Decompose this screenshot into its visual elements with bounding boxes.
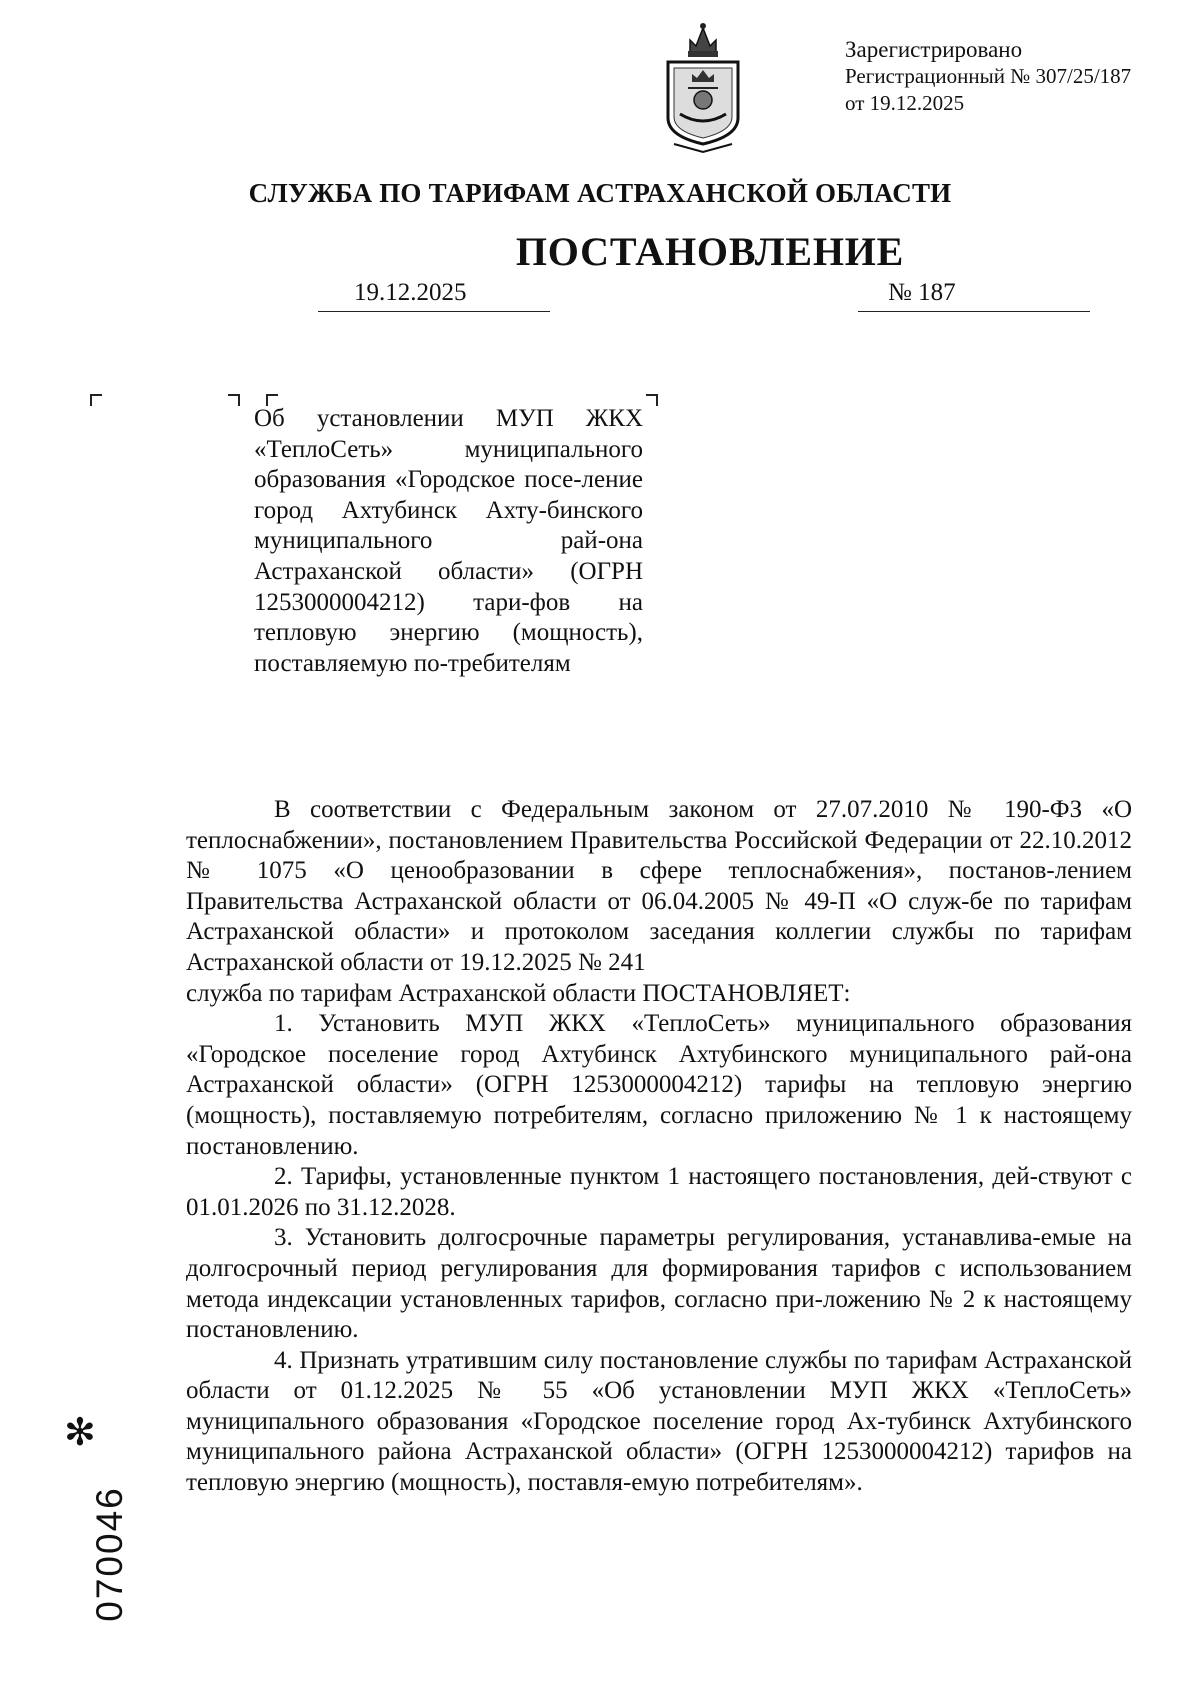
registration-title: Зарегистрировано (845, 37, 1023, 62)
resolution-item-1: 1. Установить МУП ЖКХ «ТеплоСеть» муниципального образования «Городское поселение город Ахтубинск Ахтубинского муниципального рай-она Астраханской области» (ОГРН 1253000004212) тарифы на тепловую энергию (мощность), поставляемую потребителям, согласно приложению № 1 к настоящему постановлению. (186, 1010, 1132, 1160)
resolution-item-3: 3. Установить долгосрочные параметры регулирования, устанавлива-емые на долгосрочный период регулирования для формирования тарифов с использованием метода индексации установленных тарифов, согласно при-ложению № 2 к настоящему постановлению. (186, 1224, 1132, 1344)
coat-of-arms-emblem (660, 18, 746, 154)
document-body (186, 795, 1132, 1499)
registration-stamp (845, 36, 1131, 117)
document-number-field (858, 279, 1090, 312)
margin-document-code: 070046 (89, 1486, 130, 1622)
corner-bracket-top-left-outer (90, 394, 102, 406)
document-subject: Об установлении МУП ЖКХ «ТеплоСеть» муниципального образования «Городское посе-ление город Ахтубинск Ахту-бинского муниципального рай-она Астраханской области» (ОГРН 1253000004212) тари-фов на тепловую энергию (мощность), поставляемую по-требителям (254, 405, 643, 677)
document-number: № 187 (888, 279, 956, 306)
preamble-paragraph: В соответствии с Федеральным законом от 27.07.2010 № 190-ФЗ «О теплоснабжении», постановлением Правительства Российской Федерации от 22.10.2012 № 1075 «О ценообразовании в сфере теплоснабжения», постанов-лением Правительства Астраханской области от 06.04.2005 № 49-П «О служ-бе по тарифам Астраханской области» и протоколом заседания коллегии службы по тарифам Астраханской области от 19.12.2025 № 241 (186, 796, 1132, 976)
corner-bracket-top-right-subject (646, 394, 658, 406)
registration-date: от 19.12.2025 (845, 91, 965, 115)
resolves-line: служба по тарифам Астраханской области ПОСТАНОВЛЯЕТ: (186, 979, 851, 1007)
registration-number: Регистрационный № 307/25/187 (845, 64, 1132, 88)
margin-asterisk-mark: ✻ (64, 1410, 96, 1454)
document-type-text: ПОСТАНОВЛЕНИЕ (515, 229, 905, 274)
issuing-authority: СЛУЖБА ПО ТАРИФАМ АСТРАХАНСКОЙ ОБЛАСТИ (248, 178, 952, 208)
document-date: 19.12.2025 (354, 279, 467, 306)
resolution-item-4: 4. Признать утратившим силу постановление службы по тарифам Астраханской области от 01.12.2025 № 55 «Об установлении МУП ЖКХ «ТеплоСеть» муниципального образования «Городское поселение город Ах-тубинск Ахтубинского муниципального района Астраханской области» (ОГРН 1253000004212) тарифов на тепловую энергию (мощность), поставля-емую потребителям». (186, 1346, 1132, 1497)
document-type-title (0, 228, 1200, 275)
resolution-item-2: 2. Тарифы, установленные пунктом 1 настоящего постановления, дей-ствуют с 01.01.2026 по 31.12.2028. (186, 1163, 1132, 1221)
corner-bracket-top-right-inner (228, 394, 240, 406)
document-date-field (318, 279, 550, 312)
